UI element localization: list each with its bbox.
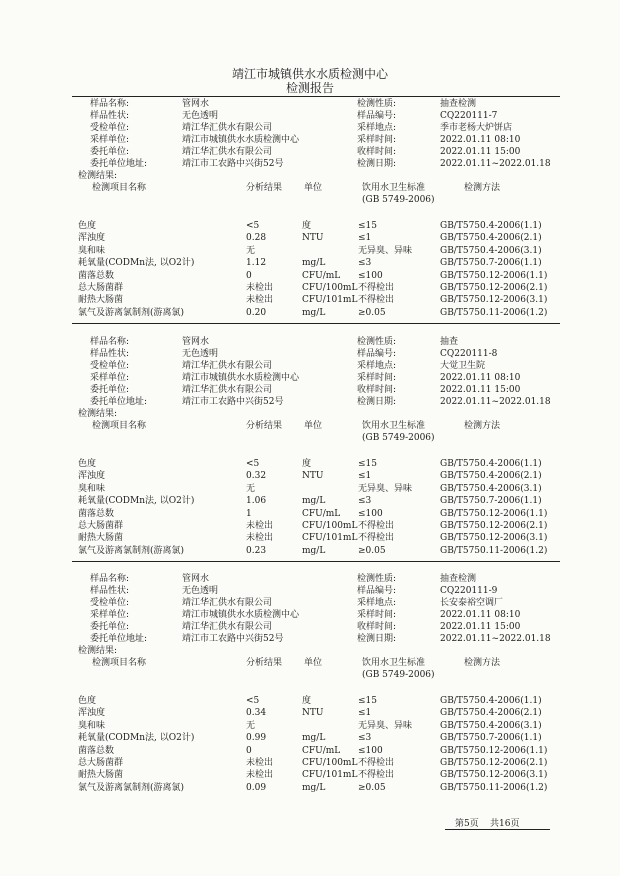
column-header-method: 检测方法 bbox=[464, 183, 501, 193]
test-method: GB/T5750.7-2006(1.1) bbox=[440, 496, 542, 507]
column-header-unit: 单位 bbox=[304, 658, 323, 668]
column-header-standard-code: (GB 5749-2006) bbox=[362, 433, 435, 443]
standard-limit: ≤100 bbox=[358, 745, 383, 756]
client-label: 委托单位: bbox=[90, 385, 130, 395]
unit: CFU/100mL bbox=[302, 521, 358, 531]
recipient-label: 受检单位: bbox=[90, 123, 130, 133]
result-value: 未检出 bbox=[246, 283, 274, 293]
result-value: 无 bbox=[246, 483, 256, 494]
item-name: 色度 bbox=[78, 221, 97, 231]
test-date-value: 2022.01.11~2022.01.18 bbox=[440, 397, 551, 407]
standard-limit: ≤3 bbox=[358, 733, 372, 744]
section-divider bbox=[72, 323, 560, 324]
sample-name-value: 管网水 bbox=[182, 337, 210, 347]
sample-time-label: 采样时间: bbox=[357, 135, 397, 145]
footer-rule bbox=[445, 829, 550, 830]
receive-time-label: 收样时间: bbox=[357, 622, 397, 632]
page-total: 共16页 bbox=[490, 819, 520, 829]
result-value: 未检出 bbox=[246, 295, 274, 306]
item-name: 色度 bbox=[78, 459, 97, 469]
item-name: 耗氧量(CODMn法, 以O2计) bbox=[78, 733, 195, 744]
results-label: 检测结果: bbox=[78, 646, 118, 656]
report-org: 靖江市城镇供水水质检测中心 bbox=[231, 67, 388, 81]
client-address-value: 靖江市工农路中兴街52号 bbox=[182, 159, 284, 169]
result-value: 0.34 bbox=[246, 708, 267, 719]
client-value: 靖江华汇供水有限公司 bbox=[182, 622, 273, 632]
client-label: 委托单位: bbox=[90, 147, 130, 157]
result-value: <5 bbox=[246, 459, 260, 469]
test-method: GB/T5750.4-2006(2.1) bbox=[440, 233, 542, 244]
test-date-value: 2022.01.11~2022.01.18 bbox=[440, 159, 551, 169]
sample-nature-value: 抽查 bbox=[440, 337, 459, 347]
results-label: 检测结果: bbox=[78, 409, 118, 419]
receive-time-value: 2022.01.11 15:00 bbox=[440, 147, 521, 157]
sample-name-label: 样品名称: bbox=[90, 574, 130, 584]
sample-section bbox=[0, 98, 620, 358]
sample-site-label: 采样地点: bbox=[357, 598, 397, 608]
test-method: GB/T5750.12-2006(1.1) bbox=[440, 508, 548, 519]
column-header-standard: 饮用水卫生标准 bbox=[362, 421, 426, 431]
unit: NTU bbox=[302, 708, 324, 719]
sample-no-label: 样品编号: bbox=[357, 111, 397, 121]
recipient-value: 靖江华汇供水有限公司 bbox=[182, 123, 273, 133]
result-value: 0.23 bbox=[246, 545, 267, 556]
column-header-unit: 单位 bbox=[304, 421, 323, 431]
unit: 度 bbox=[302, 221, 312, 231]
receive-time-label: 收样时间: bbox=[357, 147, 397, 157]
sample-nature-label: 检测性质: bbox=[357, 99, 397, 109]
sample-trait-label: 样品性状: bbox=[90, 586, 130, 596]
sample-name-value: 管网水 bbox=[182, 574, 210, 584]
sample-no-value: CQ220111-9 bbox=[440, 586, 498, 596]
column-header-standard-code: (GB 5749-2006) bbox=[362, 195, 435, 205]
sample-nature-value: 抽查检测 bbox=[440, 574, 477, 584]
sample-nature-label: 检测性质: bbox=[357, 574, 397, 584]
test-method: GB/T5750.12-2006(3.1) bbox=[440, 295, 548, 306]
sample-no-value: CQ220111-8 bbox=[440, 349, 498, 359]
column-header-standard: 饮用水卫生标准 bbox=[362, 183, 426, 193]
test-method: GB/T5750.12-2006(3.1) bbox=[440, 533, 548, 544]
item-name: 氯气及游离氯制剂(游离氯) bbox=[78, 307, 185, 318]
standard-limit: 不得检出 bbox=[358, 521, 395, 531]
item-name: 总大肠菌群 bbox=[78, 521, 124, 531]
item-name: 臭和味 bbox=[78, 483, 106, 494]
standard-limit: ≤100 bbox=[358, 508, 383, 519]
standard-limit: 不得检出 bbox=[358, 770, 395, 781]
unit: CFU/mL bbox=[302, 508, 341, 519]
test-method: GB/T5750.12-2006(1.1) bbox=[440, 745, 548, 756]
sample-site-label: 采样地点: bbox=[357, 361, 397, 371]
column-header-item: 检测项目名称 bbox=[92, 421, 147, 431]
test-date-label: 检测日期: bbox=[357, 634, 397, 644]
unit: CFU/100mL bbox=[302, 758, 358, 768]
sample-no-value: CQ220111-7 bbox=[440, 111, 498, 121]
column-header-item: 检测项目名称 bbox=[92, 183, 147, 193]
column-header-result: 分析结果 bbox=[246, 183, 283, 193]
result-value: 1.06 bbox=[246, 496, 267, 507]
sampler-value: 靖江市城镇供水水质检测中心 bbox=[182, 135, 300, 145]
column-header-unit: 单位 bbox=[304, 183, 323, 193]
result-value: 0 bbox=[246, 745, 252, 756]
item-name: 菌落总数 bbox=[78, 508, 115, 519]
standard-limit: ≤3 bbox=[358, 496, 372, 507]
item-name: 菌落总数 bbox=[78, 745, 115, 756]
test-date-label: 检测日期: bbox=[357, 159, 397, 169]
unit: mg/L bbox=[302, 258, 326, 269]
standard-limit: 无异臭、异味 bbox=[358, 483, 413, 494]
test-date-label: 检测日期: bbox=[357, 397, 397, 407]
client-address-label: 委托单位地址: bbox=[90, 634, 148, 644]
client-address-label: 委托单位地址: bbox=[90, 397, 148, 407]
test-method: GB/T5750.7-2006(1.1) bbox=[440, 258, 542, 269]
item-name: 浑浊度 bbox=[78, 233, 106, 244]
item-name: 菌落总数 bbox=[78, 270, 115, 281]
receive-time-label: 收样时间: bbox=[357, 385, 397, 395]
standard-limit: 不得检出 bbox=[358, 758, 395, 768]
test-method: GB/T5750.4-2006(1.1) bbox=[440, 696, 542, 706]
test-method: GB/T5750.11-2006(1.2) bbox=[440, 545, 548, 556]
item-name: 臭和味 bbox=[78, 245, 106, 256]
item-name: 耐热大肠菌 bbox=[78, 770, 124, 781]
client-address-label: 委托单位地址: bbox=[90, 159, 148, 169]
report-title: 检测报告 bbox=[285, 81, 334, 95]
standard-limit: 无异臭、异味 bbox=[358, 720, 413, 731]
unit: mg/L bbox=[302, 545, 326, 556]
standard-limit: ≤100 bbox=[358, 270, 383, 281]
client-address-value: 靖江市工农路中兴街52号 bbox=[182, 634, 284, 644]
item-name: 耗氧量(CODMn法, 以O2计) bbox=[78, 258, 195, 269]
sample-site-label: 采样地点: bbox=[357, 123, 397, 133]
item-name: 耐热大肠菌 bbox=[78, 533, 124, 544]
standard-limit: ≤15 bbox=[358, 696, 377, 706]
recipient-value: 靖江华汇供水有限公司 bbox=[182, 598, 273, 608]
unit: NTU bbox=[302, 233, 324, 244]
sample-site-value: 大觉卫生院 bbox=[440, 361, 486, 371]
column-header-result: 分析结果 bbox=[246, 421, 283, 431]
unit: CFU/100mL bbox=[302, 283, 358, 293]
standard-limit: 无异臭、异味 bbox=[358, 245, 413, 256]
receive-time-value: 2022.01.11 15:00 bbox=[440, 622, 521, 632]
test-method: GB/T5750.4-2006(2.1) bbox=[440, 471, 542, 482]
sample-nature-label: 检测性质: bbox=[357, 337, 397, 347]
result-value: 无 bbox=[246, 245, 256, 256]
standard-limit: ≥0.05 bbox=[358, 307, 386, 318]
unit: mg/L bbox=[302, 782, 326, 793]
sample-section bbox=[0, 336, 620, 596]
sampler-label: 采样单位: bbox=[90, 373, 130, 383]
sample-no-label: 样品编号: bbox=[357, 586, 397, 596]
sample-name-value: 管网水 bbox=[182, 99, 210, 109]
sample-trait-value: 无色透明 bbox=[182, 111, 219, 121]
item-name: 浑浊度 bbox=[78, 471, 106, 482]
test-method: GB/T5750.11-2006(1.2) bbox=[440, 307, 548, 318]
unit: mg/L bbox=[302, 496, 326, 507]
standard-limit: ≤1 bbox=[358, 233, 372, 244]
section-divider bbox=[72, 561, 560, 562]
sample-trait-label: 样品性状: bbox=[90, 111, 130, 121]
sample-time-label: 采样时间: bbox=[357, 610, 397, 620]
item-name: 总大肠菌群 bbox=[78, 758, 124, 768]
column-header-method: 检测方法 bbox=[464, 421, 501, 431]
standard-limit: ≤15 bbox=[358, 221, 377, 231]
recipient-label: 受检单位: bbox=[90, 598, 130, 608]
test-method: GB/T5750.4-2006(3.1) bbox=[440, 720, 542, 731]
sample-nature-value: 抽查检测 bbox=[440, 99, 477, 109]
standard-limit: 不得检出 bbox=[358, 283, 395, 293]
unit: CFU/mL bbox=[302, 270, 341, 281]
result-value: 0.09 bbox=[246, 782, 267, 793]
item-name: 氯气及游离氯制剂(游离氯) bbox=[78, 782, 185, 793]
results-label: 检测结果: bbox=[78, 171, 118, 181]
test-method: GB/T5750.4-2006(1.1) bbox=[440, 459, 542, 469]
standard-limit: ≥0.05 bbox=[358, 782, 386, 793]
test-method: GB/T5750.4-2006(1.1) bbox=[440, 221, 542, 231]
top-rule bbox=[72, 96, 560, 97]
result-value: 0.99 bbox=[246, 733, 267, 744]
result-value: <5 bbox=[246, 221, 260, 231]
column-header-standard-code: (GB 5749-2006) bbox=[362, 670, 435, 680]
unit: NTU bbox=[302, 471, 324, 482]
client-address-value: 靖江市工农路中兴街52号 bbox=[182, 397, 284, 407]
test-method: GB/T5750.12-2006(1.1) bbox=[440, 270, 548, 281]
result-value: 0.28 bbox=[246, 233, 267, 244]
sampler-label: 采样单位: bbox=[90, 610, 130, 620]
sample-time-value: 2022.01.11 08:10 bbox=[440, 610, 521, 620]
client-value: 靖江华汇供水有限公司 bbox=[182, 385, 273, 395]
item-name: 耗氧量(CODMn法, 以O2计) bbox=[78, 496, 195, 507]
result-value: 无 bbox=[246, 720, 256, 731]
standard-limit: ≤1 bbox=[358, 708, 372, 719]
result-value: 未检出 bbox=[246, 758, 274, 768]
sample-trait-value: 无色透明 bbox=[182, 586, 219, 596]
unit: mg/L bbox=[302, 307, 326, 318]
unit: CFU/101mL bbox=[302, 533, 358, 544]
item-name: 色度 bbox=[78, 696, 97, 706]
test-method: GB/T5750.12-2006(3.1) bbox=[440, 770, 548, 781]
standard-limit: 不得检出 bbox=[358, 295, 395, 306]
sample-time-value: 2022.01.11 08:10 bbox=[440, 373, 521, 383]
sample-section bbox=[0, 573, 620, 833]
result-value: <5 bbox=[246, 696, 260, 706]
sample-site-value: 长安泰裕空调厂 bbox=[440, 598, 504, 608]
sample-time-label: 采样时间: bbox=[357, 373, 397, 383]
standard-limit: ≥0.05 bbox=[358, 545, 386, 556]
item-name: 浑浊度 bbox=[78, 708, 106, 719]
result-value: 未检出 bbox=[246, 533, 274, 544]
unit: 度 bbox=[302, 696, 312, 706]
test-method: GB/T5750.12-2006(2.1) bbox=[440, 521, 548, 531]
sample-name-label: 样品名称: bbox=[90, 99, 130, 109]
column-header-item: 检测项目名称 bbox=[92, 658, 147, 668]
sample-trait-value: 无色透明 bbox=[182, 349, 219, 359]
client-label: 委托单位: bbox=[90, 622, 130, 632]
sampler-label: 采样单位: bbox=[90, 135, 130, 145]
result-value: 1.12 bbox=[246, 258, 267, 269]
result-value: 0 bbox=[246, 270, 252, 281]
sampler-value: 靖江市城镇供水水质检测中心 bbox=[182, 610, 300, 620]
unit: 度 bbox=[302, 459, 312, 469]
standard-limit: ≤3 bbox=[358, 258, 372, 269]
test-method: GB/T5750.7-2006(1.1) bbox=[440, 733, 542, 744]
test-method: GB/T5750.4-2006(2.1) bbox=[440, 708, 542, 719]
unit: CFU/101mL bbox=[302, 770, 358, 781]
sampler-value: 靖江市城镇供水水质检测中心 bbox=[182, 373, 300, 383]
standard-limit: 不得检出 bbox=[358, 533, 395, 544]
test-method: GB/T5750.4-2006(3.1) bbox=[440, 245, 542, 256]
column-header-method: 检测方法 bbox=[464, 658, 501, 668]
test-date-value: 2022.01.11~2022.01.18 bbox=[440, 634, 551, 644]
sample-time-value: 2022.01.11 08:10 bbox=[440, 135, 521, 145]
result-value: 未检出 bbox=[246, 770, 274, 781]
result-value: 0.32 bbox=[246, 471, 267, 482]
result-value: 0.20 bbox=[246, 307, 267, 318]
test-method: GB/T5750.4-2006(3.1) bbox=[440, 483, 542, 494]
recipient-value: 靖江华汇供水有限公司 bbox=[182, 361, 273, 371]
column-header-standard: 饮用水卫生标准 bbox=[362, 658, 426, 668]
result-value: 未检出 bbox=[246, 521, 274, 531]
sample-name-label: 样品名称: bbox=[90, 337, 130, 347]
sample-no-label: 样品编号: bbox=[357, 349, 397, 359]
receive-time-value: 2022.01.11 15:00 bbox=[440, 385, 521, 395]
result-value: 1 bbox=[246, 508, 252, 519]
standard-limit: ≤15 bbox=[358, 459, 377, 469]
standard-limit: ≤1 bbox=[358, 471, 372, 482]
item-name: 臭和味 bbox=[78, 720, 106, 731]
column-header-result: 分析结果 bbox=[246, 658, 283, 668]
item-name: 耐热大肠菌 bbox=[78, 295, 124, 306]
unit: CFU/mL bbox=[302, 745, 341, 756]
test-method: GB/T5750.12-2006(2.1) bbox=[440, 283, 548, 293]
item-name: 氯气及游离氯制剂(游离氯) bbox=[78, 545, 185, 556]
sample-trait-label: 样品性状: bbox=[90, 349, 130, 359]
unit: mg/L bbox=[302, 733, 326, 744]
test-method: GB/T5750.11-2006(1.2) bbox=[440, 782, 548, 793]
client-value: 靖江华汇供水有限公司 bbox=[182, 147, 273, 157]
unit: CFU/101mL bbox=[302, 295, 358, 306]
test-method: GB/T5750.12-2006(2.1) bbox=[440, 758, 548, 768]
sample-site-value: 季市老杨大炉饼店 bbox=[440, 123, 513, 133]
item-name: 总大肠菌群 bbox=[78, 283, 124, 293]
recipient-label: 受检单位: bbox=[90, 361, 130, 371]
page-number: 第5页 bbox=[455, 819, 479, 829]
